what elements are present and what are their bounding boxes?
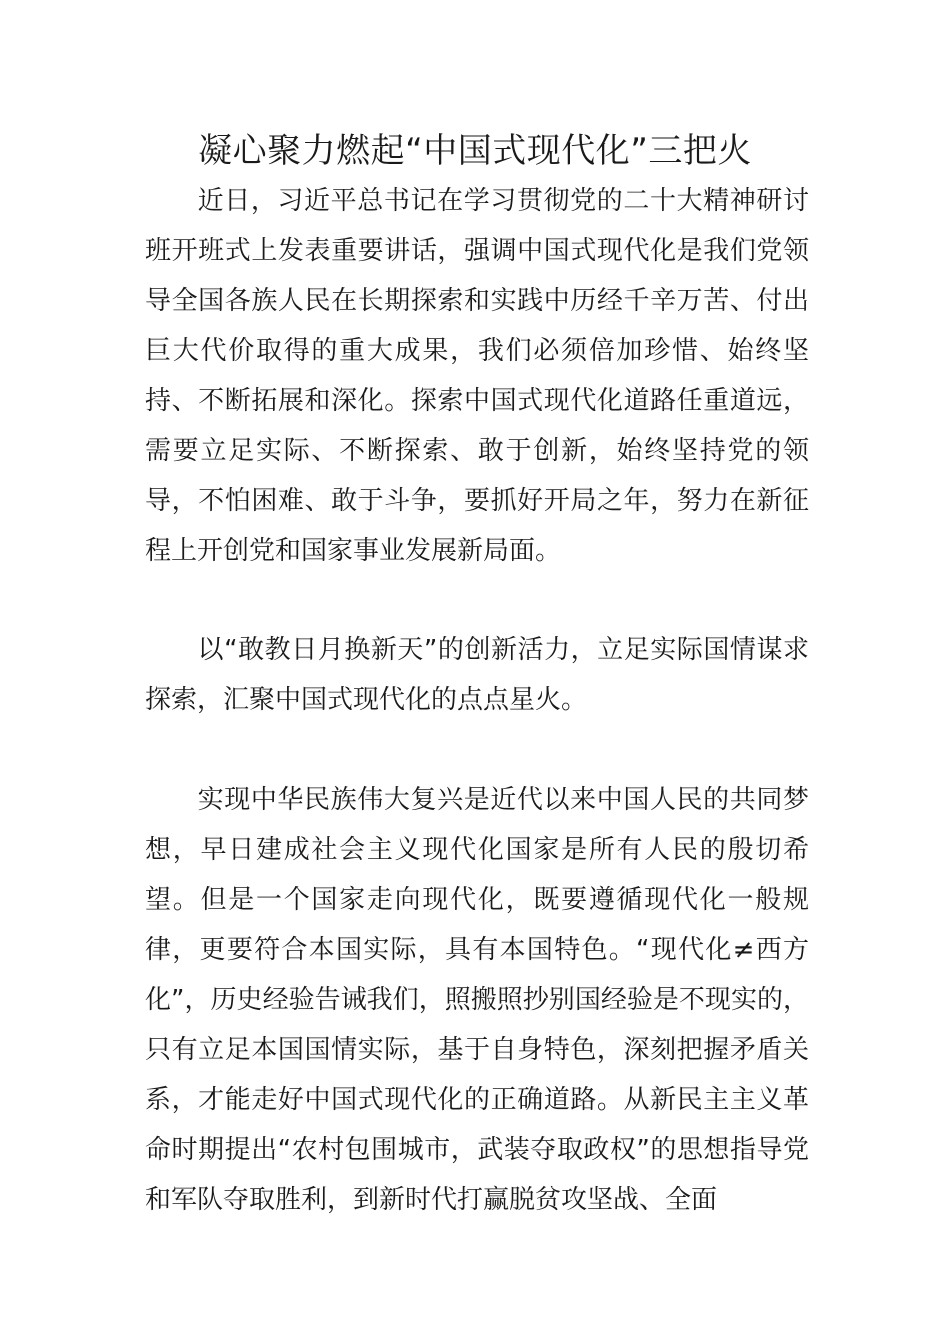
paragraph-text: 实现中华民族伟大复兴是近代以来中国人民的共同梦想，早日建成社会主义现代化国家是所有人民的殷切希望。但是一个国家走向现代化，既要遵循现代化一般规律，更要符合本国实际，具有本国特色。“现代化≠西方化”，历史经验告诫我们，照搬照抄别国经验是不现实的，只有立足本国国情实际，基于自身特色，深刻把握矛盾关系，才能走好中国式现代化的正确道路。从新民主主义革命时期提出“农村包围城市，武装夺取政权”的思想指导党和军队夺取胜利，到新时代打赢脱贫攻坚战、全面 xyxy=(145,785,809,1215)
document-title: 凝心聚力燃起“中国式现代化”三把火 xyxy=(198,131,752,171)
paragraph-text: 近日，习近平总书记在学习贯彻党的二十大精神研讨班开班式上发表重要讲话，强调中国式现代化是我们党领导全国各族人民在长期探索和实践中历经千辛万苦、付出巨大代价取得的重大成果，我们必须倍加珍惜、始终坚持、不断拓展和深化。探索中国式现代化道路任重道远，需要立足实际、不断探索、敢于创新，始终坚持党的领导，不怕困难、敢于斗争，要抓好开局之年，努力在新征程上开创党和国家事业发展新局面。 xyxy=(145,186,809,566)
paragraph-intro xyxy=(145,176,809,576)
paragraph-body xyxy=(145,775,809,1225)
paragraph-section-heading xyxy=(145,625,809,725)
paragraph-text: 以“敢教日月换新天”的创新活力，立足实际国情谋求探索，汇聚中国式现代化的点点星火。 xyxy=(145,635,809,715)
